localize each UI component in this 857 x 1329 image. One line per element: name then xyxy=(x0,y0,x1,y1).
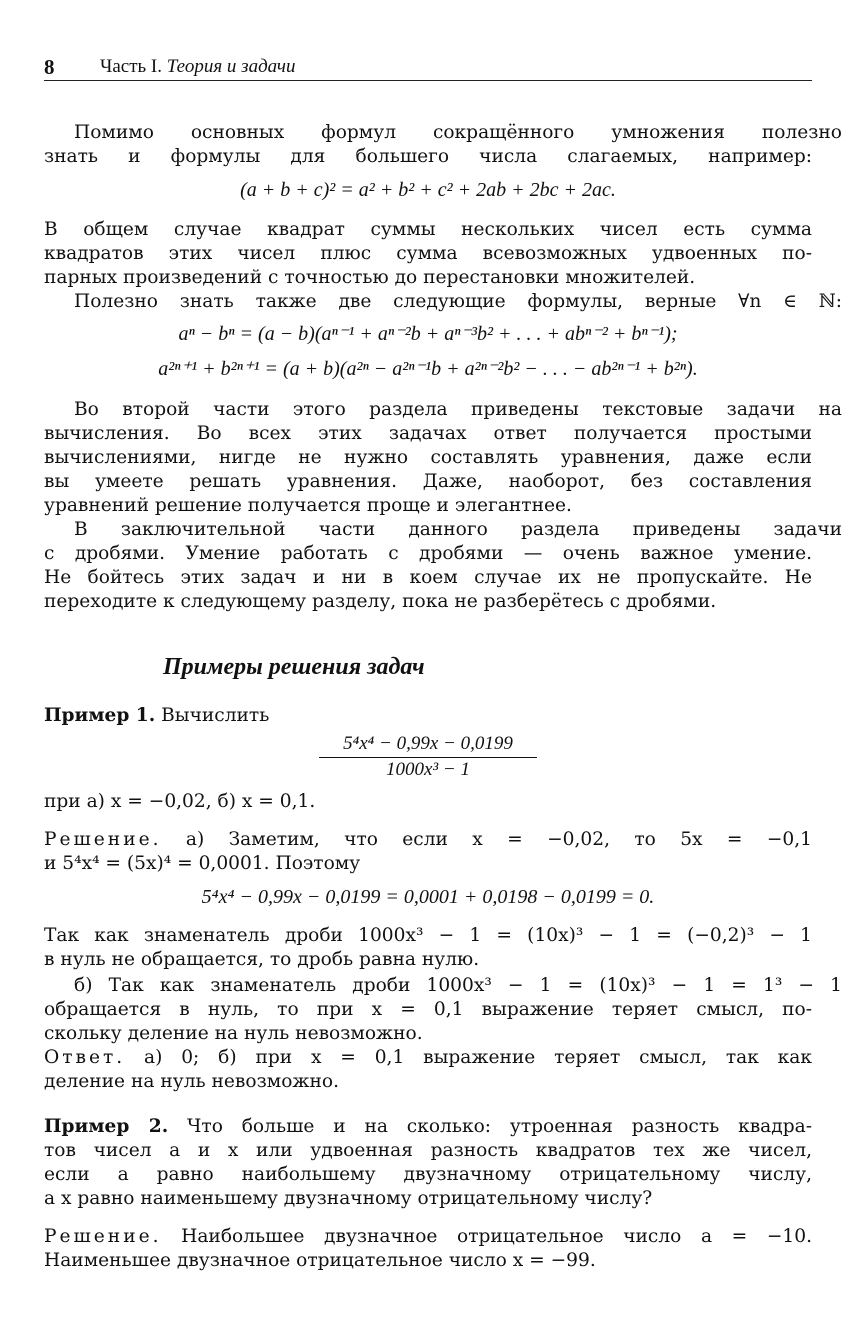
example2-label: Пример 2. xyxy=(44,1116,169,1137)
example1-label: Пример 1. xyxy=(44,705,156,726)
example2-solution-line2: Наименьшее двузначное отрицательное число x = −99. xyxy=(44,1250,596,1271)
intro-p4-line3: вычислениями, нигде не нужно составлять уравнения, даже если xyxy=(44,447,812,468)
solution-text: а) Заметим, что если x = −0,02, то 5x = −0,1 xyxy=(185,829,812,850)
intro-p1-line2: знать и формулы для большего числа слагаемых, например: xyxy=(44,146,812,167)
fraction-denominator: 1000x³ − 1 xyxy=(386,759,470,780)
solution-label: Решение. xyxy=(44,829,162,850)
example2-task-line3: если a равно наибольшему двузначному отрицательному числу, xyxy=(44,1164,812,1185)
example1-solution-line1 xyxy=(44,828,812,852)
example1-fraction xyxy=(319,733,537,781)
intro-p4-line4: вы умеете решать уравнения. Даже, наоборот, без составления xyxy=(44,471,812,492)
example1-solution-line4: в нуль не обращается, то дробь равна нулю. xyxy=(44,949,480,970)
formula-sum-of-odd-powers: a²ⁿ⁺¹ + b²ⁿ⁺¹ = (a + b)(a²ⁿ − a²ⁿ⁻¹b + a²ⁿ⁻²b² − . . . − ab²ⁿ⁻¹ + b²ⁿ). xyxy=(158,358,698,380)
example2-task-line4: а x равно наименьшему двузначному отрицательному числу? xyxy=(44,1188,653,1209)
example2-solution-text: Наибольшее двузначное отрицательное число a = −10. xyxy=(181,1226,812,1247)
formula-square-of-sum: (a + b + c)² = a² + b² + c² + 2ab + 2bc + 2ac. xyxy=(240,179,616,201)
example1-solution-b-line3: скольку деление на нуль невозможно. xyxy=(44,1023,423,1044)
example2-solution-line1 xyxy=(44,1225,812,1249)
example1-solution-formula: 5⁴x⁴ − 0,99x − 0,0199 = 0,0001 + 0,0198 − 0,0199 = 0. xyxy=(201,886,655,908)
example1-solution-line3: Так как знаменатель дроби 1000x³ − 1 = (10x)³ − 1 = (−0,2)³ − 1 xyxy=(44,925,812,946)
intro-p4-line2: вычисления. Во всех этих задачах ответ получается простыми xyxy=(44,423,812,444)
intro-p5-line4: переходите к следующему разделу, пока не разберётесь с дробями. xyxy=(44,591,717,612)
example1-solution-line2: и 5⁴x⁴ = (5x)⁴ = 0,0001. Поэтому xyxy=(44,853,361,874)
answer-text: а) 0; б) при x = 0,1 выражение теряет смысл, так как xyxy=(144,1047,812,1068)
intro-p2-line1: В общем случае квадрат суммы нескольких чисел есть сумма xyxy=(44,219,812,240)
part-label: Часть I. xyxy=(100,56,163,77)
fraction-numerator: 5⁴x⁴ − 0,99x − 0,0199 xyxy=(319,733,537,758)
intro-p5-line3: Не бойтесь этих задач и ни в коем случае их не пропускайте. Не xyxy=(44,567,812,588)
running-header xyxy=(44,52,812,81)
example1-conditions: при а) x = −0,02, б) x = 0,1. xyxy=(44,791,316,812)
intro-p4-line1: Во второй части этого раздела приведены текстовые задачи на xyxy=(74,399,842,420)
example1-task: Вычислить xyxy=(161,705,270,726)
example2-task-line1 xyxy=(44,1115,812,1139)
section-title: Примеры решения задач xyxy=(163,654,425,680)
section-label: Теория и задачи xyxy=(166,56,296,77)
intro-p2-line2: квадратов этих чисел плюс сумма всевозможных удвоенных по- xyxy=(44,243,812,264)
example1-answer-line1 xyxy=(44,1046,812,1070)
example1-solution-b-line2: обращается в нуль, то при x = 0,1 выражение теряет смысл, по- xyxy=(44,999,812,1020)
page-number: 8 xyxy=(44,55,55,79)
intro-p4-line5: уравнений решение получается проще и элегантнее. xyxy=(44,495,572,516)
intro-p1-line1: Помимо основных формул сокращённого умножения полезно xyxy=(74,122,842,143)
intro-p2-line3: парных произведений с точностью до перестановки множителей. xyxy=(44,267,696,288)
example1-solution-b-line1: б) Так как знаменатель дроби 1000x³ − 1 = (10x)³ − 1 = 1³ − 1 xyxy=(74,975,842,996)
running-title xyxy=(100,56,296,78)
example2-task-line2: тов чисел a и x или удвоенная разность квадратов тех же чисел, xyxy=(44,1140,812,1161)
formula-difference-of-powers: aⁿ − bⁿ = (a − b)(aⁿ⁻¹ + aⁿ⁻²b + aⁿ⁻³b² + . . . + abⁿ⁻² + bⁿ⁻¹); xyxy=(178,323,678,345)
example1-statement xyxy=(44,704,812,728)
example2-solution-label: Решение. xyxy=(44,1226,162,1247)
example1-answer-line2: деление на нуль невозможно. xyxy=(44,1071,339,1092)
intro-p3-line1: Полезно знать также две следующие формулы, верные ∀n ∈ ℕ: xyxy=(74,291,842,312)
intro-p5-line1: В заключительной части данного раздела приведены задачи xyxy=(74,519,842,540)
example2-task-text: Что больше и на сколько: утроенная разность квадра- xyxy=(187,1116,812,1137)
intro-p5-line2: с дробями. Умение работать с дробями — очень важное умение. xyxy=(44,543,812,564)
answer-label: Ответ. xyxy=(44,1047,126,1068)
